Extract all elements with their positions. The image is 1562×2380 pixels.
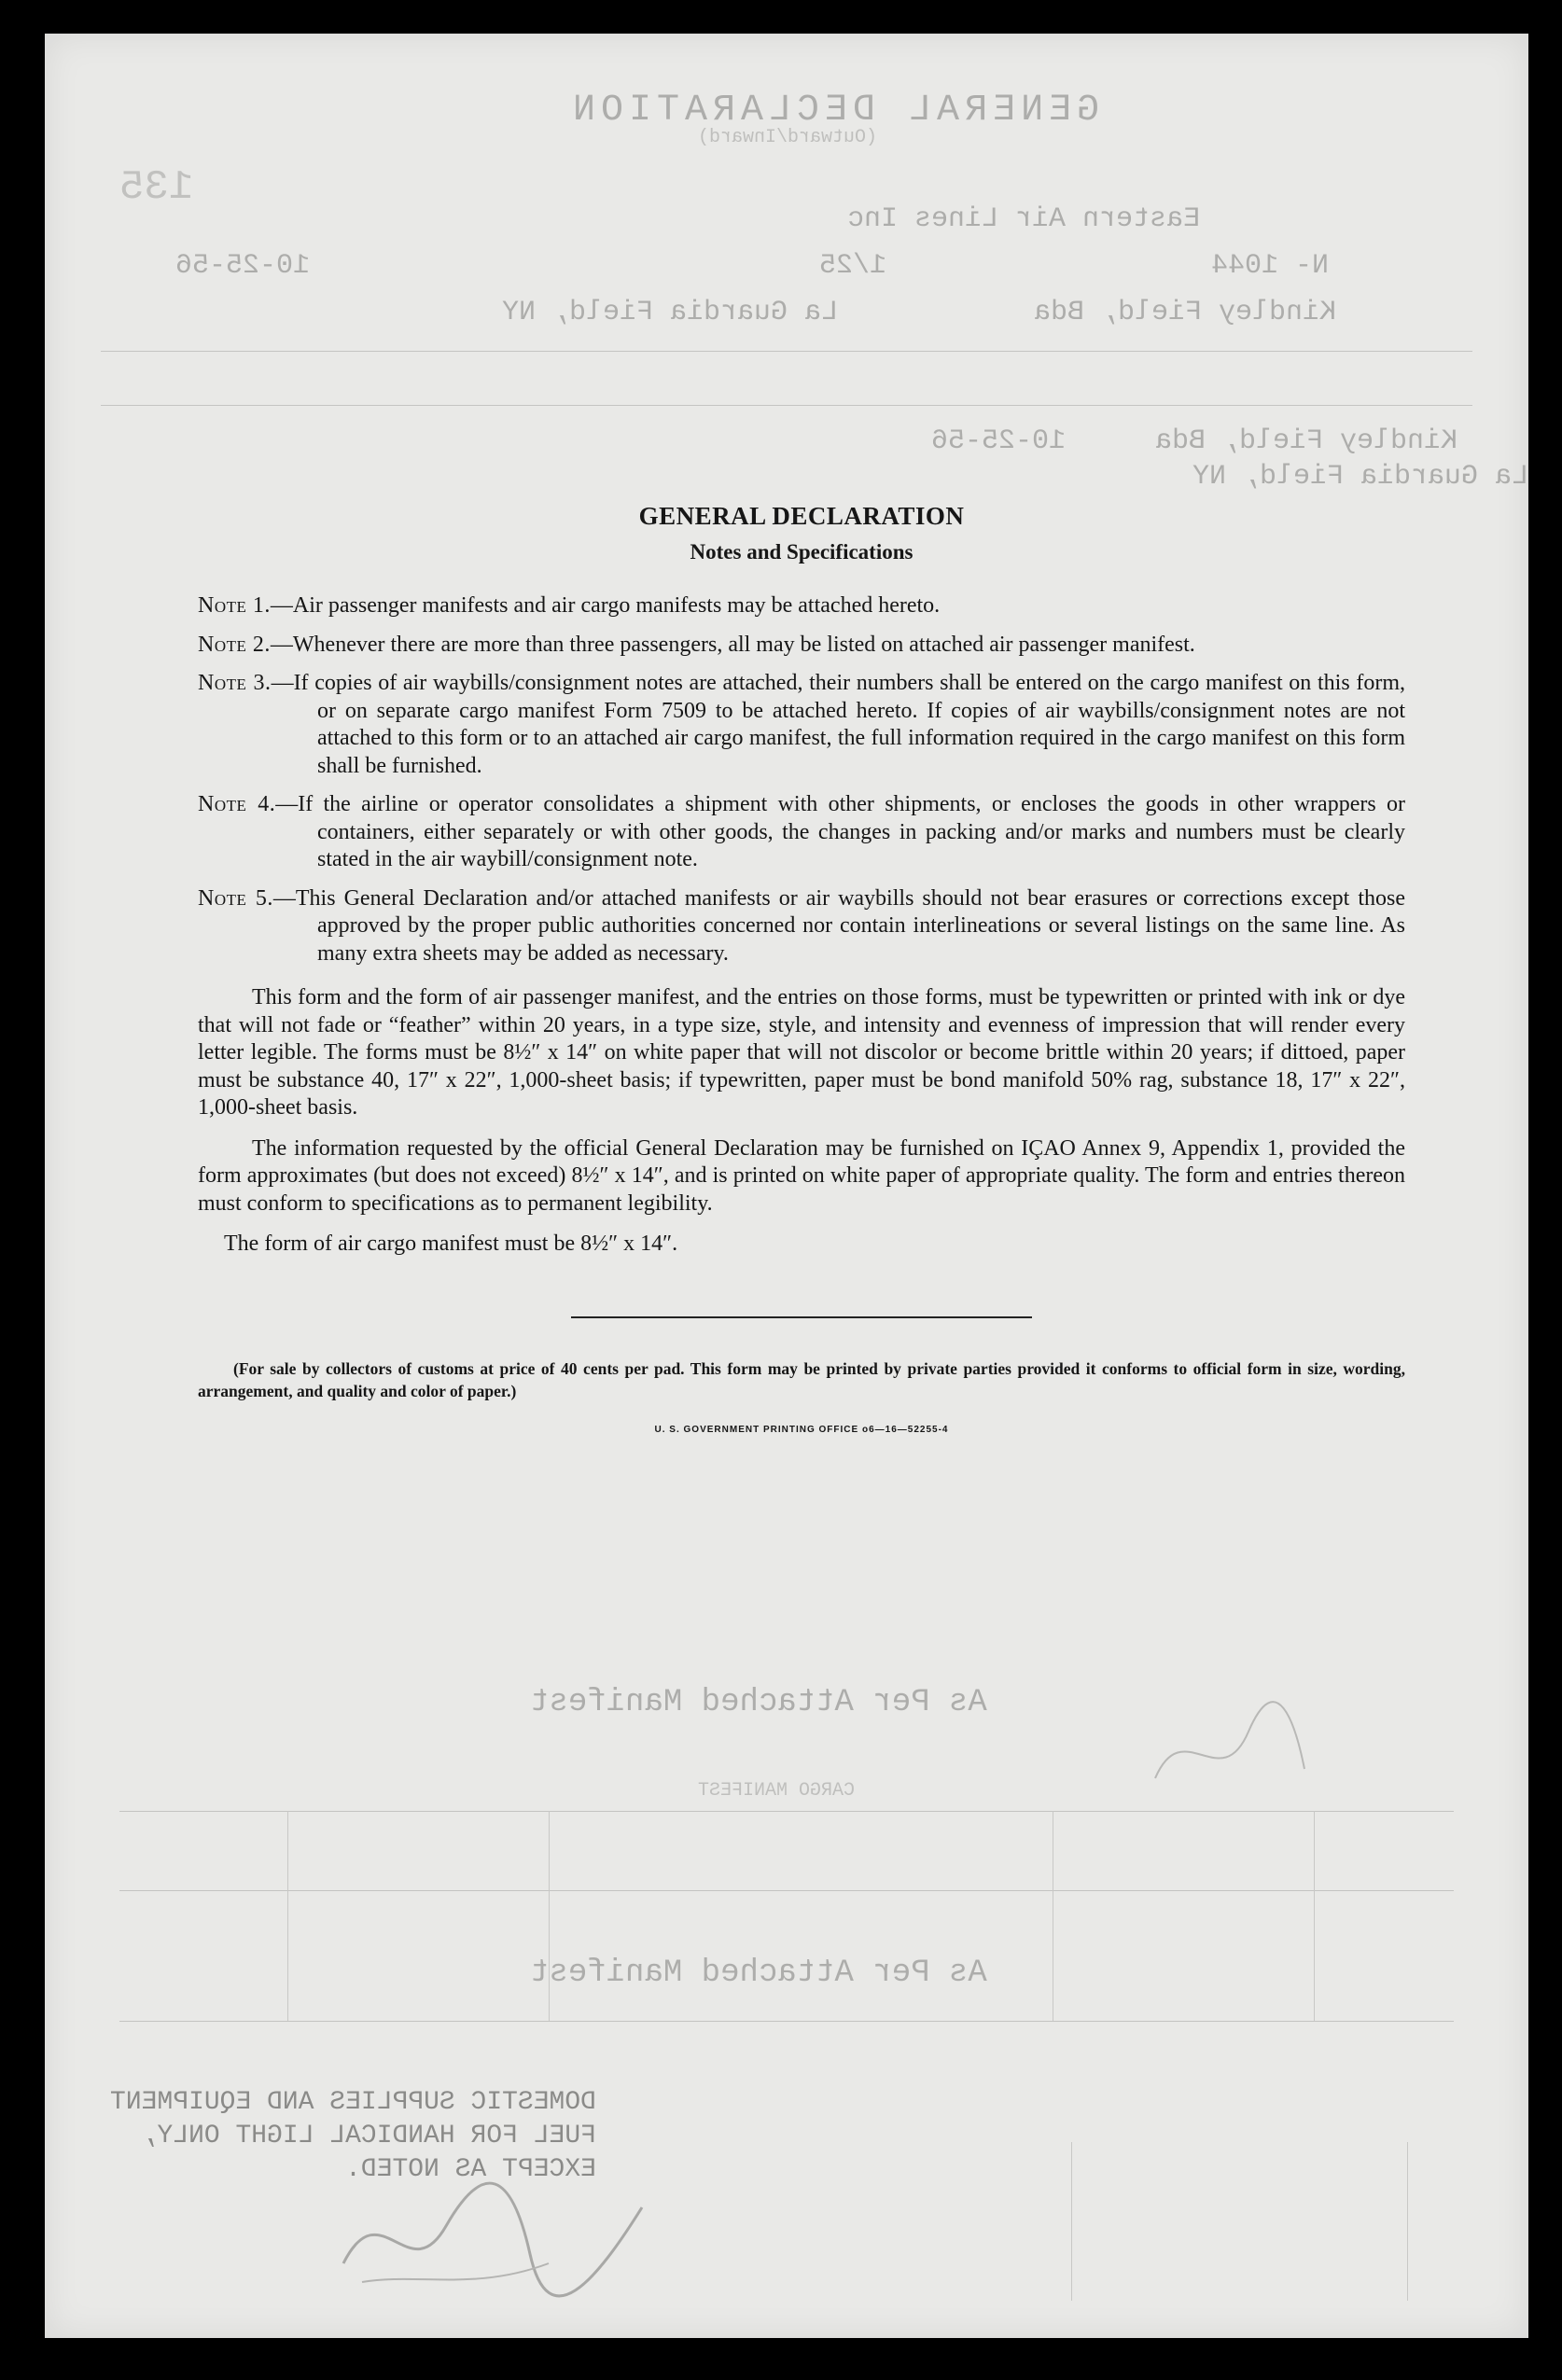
sale-note: (For sale by collectors of customs at price of 40 cents per pad. This form may be printed by private parties provided it conforms to official form in size, wording, arrangement, and quality and color of paper.) bbox=[198, 1358, 1405, 1400]
ghost-rule bbox=[101, 351, 1472, 352]
ghost-per-attached: As Per Attached Manifest bbox=[530, 1955, 987, 1991]
note-3 bbox=[198, 670, 1405, 780]
ghost-per-attached: As Per Attached Manifest bbox=[530, 1685, 987, 1720]
note-text: —This General Declaration and/or attached manifests or air waybills should not bear erasures or corrections except those approved by the proper public authorities concerned nor contain interlineations or several listings on the same line. As many extra sheets may be added as necessary. bbox=[272, 885, 1405, 966]
ghost-form-title: GENERAL DECLARATION bbox=[567, 90, 1100, 132]
ghost-stamp-line: EXCEPT AS NOTED. bbox=[345, 2155, 596, 2184]
ghost-departure: Kindley Field, Bda bbox=[1034, 297, 1337, 328]
note-label: Note 2. bbox=[198, 632, 271, 657]
ghost-rule bbox=[1071, 2142, 1072, 2301]
printing-office-line: U. S. GOVERNMENT PRINTING OFFICE o6—16—52255-4 bbox=[654, 1424, 949, 1435]
ghost-stamp-line: DOMESTIC SUPPLIES AND EQUIPMENT bbox=[110, 2088, 596, 2117]
ghost-date: 10-25-56 bbox=[175, 250, 311, 282]
ghost-route-2: La Guardia Field, NY bbox=[1192, 461, 1528, 493]
note-text: —If the airline or operator consolidates a shipment with other shipments, or encloses the goods in other wrappers or containers, either separately or with other goods, the changes in packing and/or marks and numbers must be clearly stated in the air waybill/consignment note. bbox=[275, 792, 1405, 871]
note-text: —If copies of air waybills/consignment notes are attached, their numbers shall be entered on the cargo manifest on this form, or on separate cargo manifest Form 7509 to be attached hereto. If copies of air waybills/consignment notes are not attached to this form or to an attached air cargo manifest, the full information required in the cargo manifest on this form shall be furnished. bbox=[271, 671, 1405, 778]
note-text: —Air passenger manifests and air cargo manifests may be attached hereto. bbox=[270, 593, 941, 618]
ghost-rule bbox=[119, 1890, 1454, 1891]
page-subtitle: Notes and Specifications bbox=[690, 540, 913, 564]
note-4 bbox=[198, 791, 1405, 874]
icao-paragraph: The information requested by the official General Declaration may be furnished on IÇAO Annex 9, Appendix 1, provided the form approximates (but does not exceed) 8½″ x 14″, and is printed on white paper of appropriate quality. The form and entries thereon must conform to specifications as to permanent legibility. bbox=[198, 1135, 1405, 1216]
ghost-rule bbox=[119, 1811, 1454, 1812]
notes-and-specifications bbox=[198, 502, 1405, 1435]
ghost-route-1: Kindley Field, Bda bbox=[1155, 425, 1458, 457]
ghost-rule bbox=[101, 405, 1472, 406]
note-text: —Whenever there are more than three passengers, all may be listed on attached air passenger manifest. bbox=[270, 632, 1195, 657]
note-5 bbox=[198, 885, 1405, 968]
ghost-flight-no: 1/25 bbox=[819, 250, 887, 282]
ghost-stamp-line: FUEL FOR HANDICAL LIGHT ONLY, bbox=[141, 2122, 596, 2150]
page-title: GENERAL DECLARATION bbox=[638, 502, 965, 530]
ghost-scribble bbox=[1146, 1694, 1314, 1806]
cargo-manifest-size-paragraph: The form of air cargo manifest must be 8½″ x 14″. bbox=[224, 1232, 678, 1256]
note-label: Note 1. bbox=[198, 593, 271, 618]
paper-spec-paragraph: This form and the form of air passenger manifest, and the entries on those forms, must be typewritten or printed with ink or dye that will not fade or “feather” within 20 years, in a type size, style, and intensity and evenness of impression that will render every letter legible. The forms must be 8½″ x 14″ on white paper that will not discolor or become brittle within 20 years; if dittoed, paper must be substance 40, 17″ x 22″, 1,000-sheet basis; if typewritten, paper must be bond manifold 50% rag, substance 18, 17″ x 22″, 1,000-sheet basis. bbox=[198, 985, 1405, 1120]
ghost-signature bbox=[325, 2151, 661, 2301]
note-2 bbox=[198, 632, 1405, 660]
ghost-form-subtitle: (Outward/Inward) bbox=[698, 127, 878, 148]
document-page bbox=[45, 34, 1528, 2338]
note-label: Note 5. bbox=[198, 885, 273, 911]
ghost-arrival: La Guardia Field, NY bbox=[502, 297, 839, 328]
ghost-rule bbox=[287, 1811, 288, 2021]
note-label: Note 4. bbox=[198, 792, 276, 816]
ghost-cargo-header: CARGO MANIFEST bbox=[698, 1780, 856, 1802]
ghost-rule bbox=[1314, 1811, 1315, 2021]
divider-rule bbox=[571, 1316, 1032, 1318]
ghost-page-number: 135 bbox=[119, 164, 194, 211]
ghost-rule bbox=[119, 2021, 1454, 2022]
ghost-aircraft: N- 1044 bbox=[1211, 250, 1330, 282]
note-label: Note 3. bbox=[198, 671, 272, 695]
ghost-operator: Eastern Air Lines Inc bbox=[847, 203, 1201, 235]
ghost-route-date: 10-25-56 bbox=[931, 425, 1067, 457]
note-1 bbox=[198, 592, 1405, 620]
ghost-rule bbox=[1407, 2142, 1408, 2301]
